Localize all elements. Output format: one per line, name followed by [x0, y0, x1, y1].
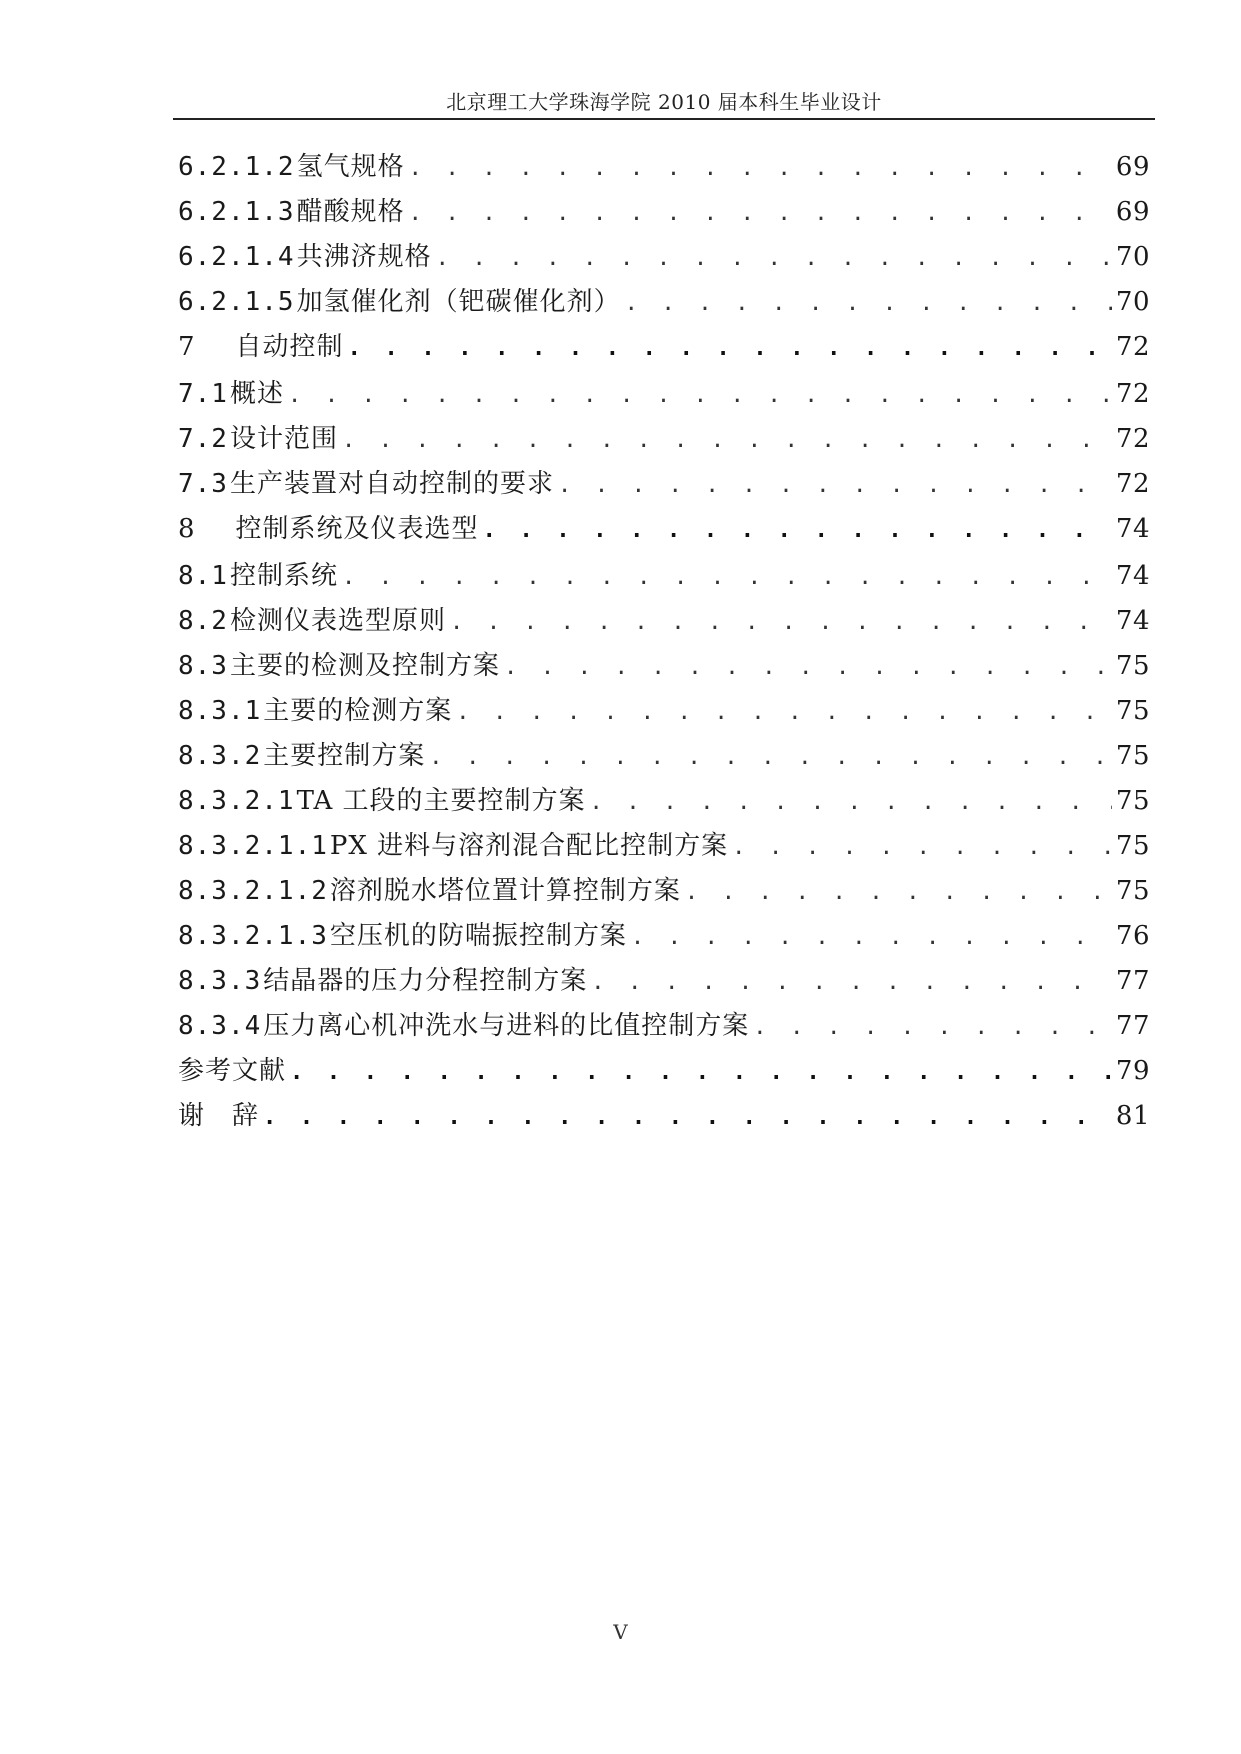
toc-entry-number: 8.3.2 [178, 741, 262, 771]
toc-entry-number: 6.2.1.5 [178, 287, 295, 317]
toc-entry-title [178, 1005, 749, 1042]
toc-entry-text: 生产装置对自动控制的要求 [229, 469, 554, 499]
toc-entry-title [178, 191, 405, 228]
toc-entry[interactable] [178, 555, 1150, 600]
toc-entry-text: TA 工段的主要控制方案 [296, 786, 586, 816]
toc-entry-number: 8.3.2.1 [178, 786, 295, 816]
toc-entry-page: 70 [1115, 242, 1150, 272]
toc-entry-text: 自动控制 [235, 332, 344, 362]
toc-entry[interactable] [178, 735, 1150, 780]
toc-entry-title [178, 960, 587, 997]
toc-entry-text: 主要控制方案 [263, 741, 426, 771]
toc-dot-leader [504, 655, 1112, 680]
toc-entry-text: 加氢催化剂（钯碳催化剂） [296, 287, 621, 317]
toc-entry[interactable] [178, 373, 1150, 418]
toc-dot-leader [456, 700, 1112, 725]
toc-entry-text: 氢气规格 [296, 152, 405, 182]
toc-dot-leader [625, 291, 1112, 316]
toc-entry-page: 74 [1115, 606, 1150, 636]
toc-dot-leader [732, 835, 1112, 860]
toc-entry-page: 74 [1115, 561, 1150, 591]
toc-entry-text: PX 进料与溶剂混合配比控制方案 [329, 831, 729, 861]
toc-entry-title [178, 281, 621, 318]
toc-entry-number: 6.2.1.4 [178, 242, 295, 272]
toc-dot-leader [288, 383, 1112, 408]
toc-entry[interactable] [178, 600, 1150, 645]
toc-entry-page: 72 [1115, 469, 1150, 499]
toc-dot-leader [348, 336, 1112, 361]
toc-entry-number: 8.3.4 [178, 1011, 262, 1041]
toc-entry[interactable] [178, 1005, 1150, 1050]
toc-entry[interactable] [178, 690, 1150, 735]
toc-entry-title [178, 1050, 286, 1087]
toc-entry-title [178, 825, 728, 862]
toc-entry-text: 控制系统及仪表选型 [235, 514, 479, 544]
toc-dot-leader [558, 473, 1112, 498]
toc-entry[interactable] [178, 191, 1150, 236]
toc-entry-page: 75 [1115, 651, 1150, 681]
toc-entry-title [178, 645, 500, 682]
toc-entry-text: 溶剂脱水塔位置计算控制方案 [329, 876, 681, 906]
toc-entry-title [178, 508, 479, 545]
toc-entry-title [178, 555, 338, 592]
toc-entry[interactable] [178, 870, 1150, 915]
toc-entry-number: 7.2 [178, 424, 228, 454]
toc-entry-number: 7.3 [178, 469, 228, 499]
toc-entry-number: 7.1 [178, 379, 228, 409]
toc-dot-leader [342, 565, 1112, 590]
page-header: 北京理工大学珠海学院 2010 届本科生毕业设计 [446, 90, 882, 114]
toc-dot-leader [591, 970, 1112, 995]
toc-entry-title [178, 870, 681, 907]
toc-entry-page: 75 [1115, 831, 1150, 861]
toc-dot-leader [590, 790, 1112, 815]
toc-entry[interactable] [178, 1050, 1150, 1095]
toc-entry-text: 主要的检测方案 [263, 696, 453, 726]
toc-entry-title [178, 780, 586, 817]
toc-entry-title [178, 326, 344, 363]
toc-entry-page: 75 [1115, 741, 1150, 771]
toc-entry-page: 81 [1115, 1101, 1150, 1131]
toc-entry[interactable] [178, 960, 1150, 1005]
toc-entry-number: 8.2 [178, 606, 228, 636]
toc-entry-text: 控制系统 [229, 561, 338, 591]
toc-entry-text: 谢 辞 [178, 1101, 260, 1131]
toc-entry-number: 8.3.2.1.3 [178, 921, 328, 951]
toc-entry-title [178, 418, 338, 455]
toc-entry-title [178, 690, 452, 727]
toc-dot-leader [342, 428, 1112, 453]
toc-entry-page: 75 [1115, 696, 1150, 726]
toc-dot-leader [483, 518, 1112, 543]
toc-dot-leader [409, 156, 1112, 181]
toc-dot-leader [436, 246, 1112, 271]
toc-entry-text: 概述 [229, 379, 284, 409]
toc-entry[interactable] [178, 1095, 1150, 1140]
toc-entry-page: 72 [1115, 379, 1150, 409]
toc-dot-leader [753, 1015, 1112, 1040]
toc-entry-text: 压力离心机冲洗水与进料的比值控制方案 [263, 1011, 750, 1041]
toc-entry-number: 8 [178, 514, 196, 544]
toc-entry-page: 69 [1115, 197, 1150, 227]
table-of-contents [178, 146, 1150, 1140]
page-number-footer: V [613, 1620, 628, 1644]
header-rule [173, 118, 1155, 120]
toc-entry[interactable] [178, 780, 1150, 825]
toc-entry[interactable] [178, 418, 1150, 463]
toc-entry-number: 8.1 [178, 561, 228, 591]
toc-entry[interactable] [178, 645, 1150, 690]
toc-entry-title [178, 915, 627, 952]
toc-entry-text: 空压机的防喘振控制方案 [329, 921, 627, 951]
toc-entry-page: 79 [1115, 1056, 1150, 1086]
toc-entry-text: 参考文献 [178, 1056, 287, 1086]
toc-entry[interactable] [178, 236, 1150, 281]
toc-entry-page: 75 [1115, 786, 1150, 816]
toc-dot-leader [685, 880, 1112, 905]
toc-entry-title [178, 600, 446, 637]
toc-dot-leader [631, 925, 1112, 950]
toc-entry[interactable] [178, 146, 1150, 191]
toc-dot-leader [450, 610, 1112, 635]
toc-entry-number: 6.2.1.2 [178, 152, 295, 182]
toc-entry[interactable] [178, 326, 1150, 373]
toc-entry-text: 结晶器的压力分程控制方案 [263, 966, 588, 996]
toc-entry-number: 8.3 [178, 651, 228, 681]
toc-entry-page: 74 [1115, 514, 1150, 544]
toc-entry[interactable] [178, 825, 1150, 870]
toc-entry-text: 设计范围 [229, 424, 338, 454]
toc-entry-text: 醋酸规格 [296, 197, 405, 227]
toc-entry-number: 8.3.1 [178, 696, 262, 726]
toc-entry-title [178, 1095, 259, 1132]
toc-entry-title [178, 463, 554, 500]
toc-dot-leader [290, 1060, 1112, 1085]
toc-entry-number: 7 [178, 332, 196, 362]
toc-dot-leader [263, 1105, 1112, 1130]
toc-entry-page: 76 [1115, 921, 1150, 951]
toc-entry-page: 77 [1115, 1011, 1150, 1041]
toc-entry-page: 70 [1115, 287, 1150, 317]
toc-entry-page: 75 [1115, 876, 1150, 906]
toc-entry-title [178, 146, 405, 183]
toc-entry-page: 69 [1115, 152, 1150, 182]
toc-entry-text: 共沸济规格 [296, 242, 432, 272]
toc-entry-title [178, 735, 425, 772]
toc-dot-leader [409, 201, 1112, 226]
toc-entry[interactable] [178, 508, 1150, 555]
toc-entry[interactable] [178, 281, 1150, 326]
toc-entry-page: 72 [1115, 332, 1150, 362]
toc-entry-number: 8.3.2.1.1 [178, 831, 328, 861]
toc-entry-title [178, 236, 432, 273]
toc-entry-number: 8.3.2.1.2 [178, 876, 328, 906]
toc-entry-text: 主要的检测及控制方案 [229, 651, 500, 681]
toc-entry-page: 72 [1115, 424, 1150, 454]
toc-dot-leader [429, 745, 1112, 770]
toc-entry-number: 6.2.1.3 [178, 197, 295, 227]
toc-entry-number: 8.3.3 [178, 966, 262, 996]
toc-entry[interactable] [178, 915, 1150, 960]
toc-entry-page: 77 [1115, 966, 1150, 996]
toc-entry-title [178, 373, 284, 410]
toc-entry-text: 检测仪表选型原则 [229, 606, 446, 636]
toc-entry[interactable] [178, 463, 1150, 508]
